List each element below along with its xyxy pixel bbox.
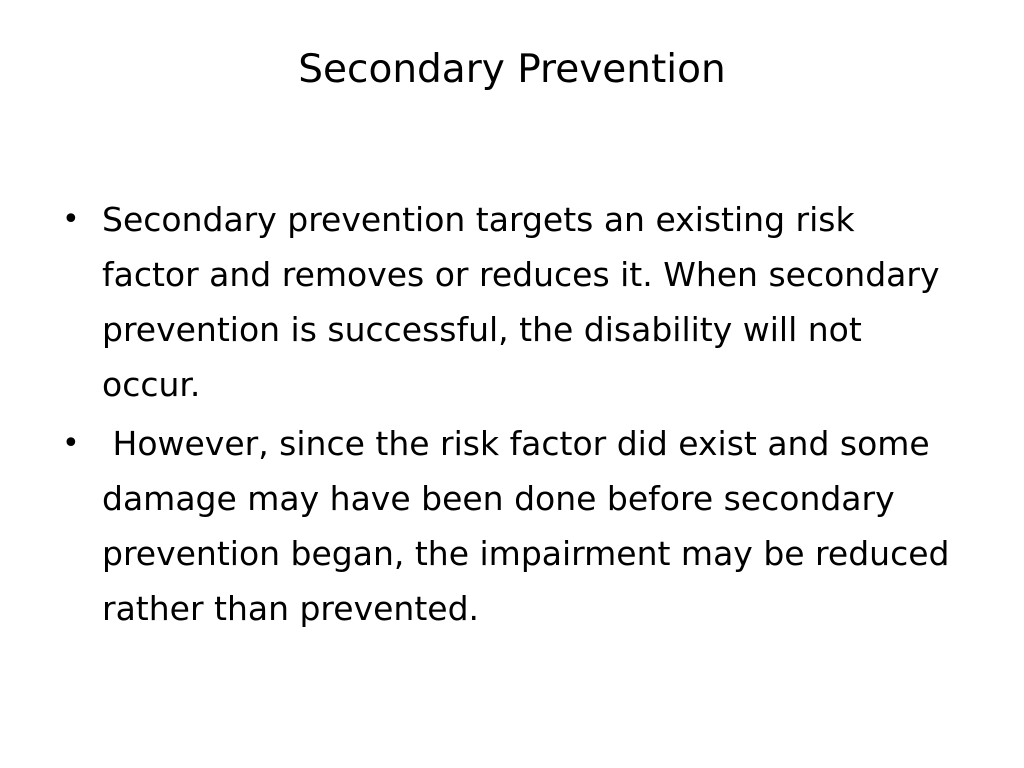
bullet-item [58,416,958,636]
bullet-text: However, since the risk factor did exist and some damage may have been done before secondary prevention began, the impairment may be reduced rather than prevented. [102,424,960,628]
bullet-point-icon: • [62,426,80,461]
bullet-list [58,192,958,640]
bullet-item [58,192,958,412]
bullet-point-icon: • [62,202,80,237]
slide-title: Secondary Prevention [298,47,726,92]
bullet-text: Secondary prevention targets an existing risk factor and removes or reduces it. When secondary prevention is successful, the disability will not occur. [102,200,950,404]
